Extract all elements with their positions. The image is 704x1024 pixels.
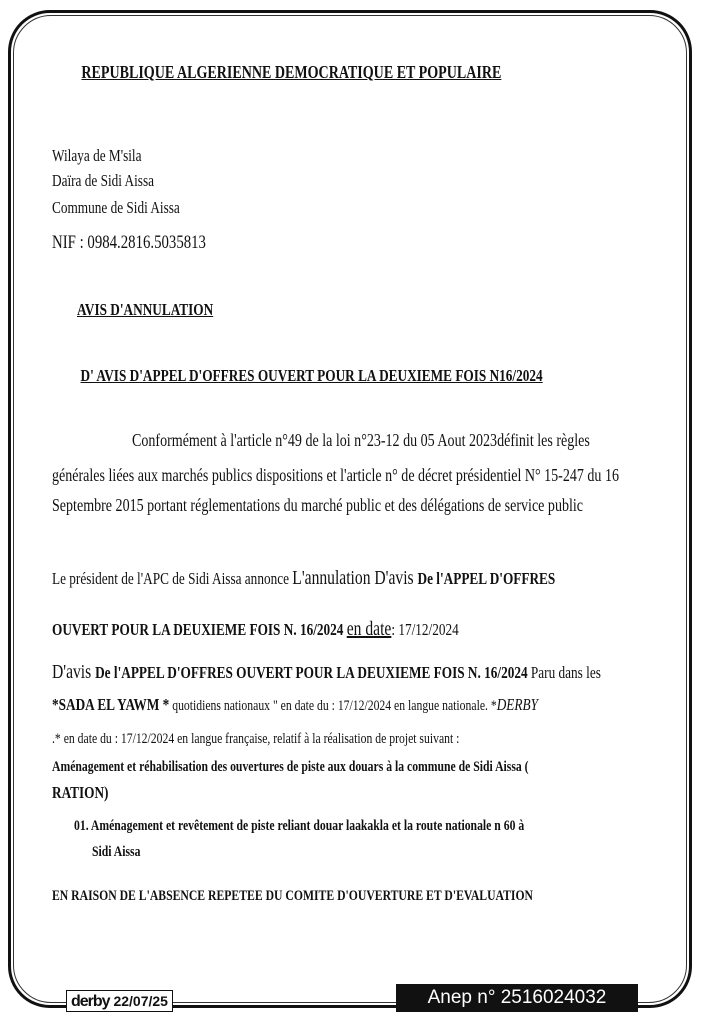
announce-a: Le président de l'APC de Sidi Aissa annonce [52,569,293,588]
open-line-c: : 17/12/2024 [391,620,459,639]
commune: Commune de Sidi Aissa [52,198,180,217]
announce-c: De l'APPEL D'OFFRES [417,569,556,588]
notice-title: AVIS D'ANNULATION [77,300,214,319]
davis-b: De l'APPEL D'OFFRES OUVERT POUR LA DEUXIEME FOIS N. 16/2024 [95,663,528,682]
fr-line: .* en date du : 17/12/2024 en langue française, relatif à la réalisation de projet suivant : [52,731,460,747]
sada-c: DERBY [496,695,538,714]
para1-line3: Septembre 2015 portant réglementations du marché public et des délégations de service public [52,495,584,515]
reason: EN RAISON DE L'ABSENCE REPETEE DU COMITE D'OUVERTURE ET D'EVALUATION [52,888,534,904]
sada-line [52,695,538,716]
para1-line1: Conformément à l'article n°49 de la loi n°23-12 du 05 Aout 2023définit les règles [132,430,590,450]
stamp-date: 22/07/25 [113,993,168,1009]
item1b: Sidi Aissa [92,844,141,860]
item1: 01. Aménagement et revêtement de piste reliant douar laakakla et la route nationale n 60 à [74,818,525,834]
davis-line [52,662,601,683]
sada-b: quotidiens nationaux " en date du : 17/12/2024 en langue nationale. * [169,698,497,714]
davis-a: D'avis [52,661,96,683]
wilaya: Wilaya de M'sila [52,146,142,165]
notice-subtitle: D' AVIS D'APPEL D'OFFRES OUVERT POUR LA DEUXIEME FOIS N16/2024 [80,366,543,385]
davis-c: Paru dans les [527,663,601,682]
sada-a: *SADA EL YAWM * [52,695,170,714]
derby-logo: derby [71,993,110,1010]
para1-line2: générales liées aux marchés publics dispositions et l'article n° de décret présidentiel N° 15-247 du 16 [52,465,620,485]
open-line [52,619,459,640]
project-line: Aménagement et réhabilisation des ouvertures de piste aux douars à la commune de Sidi Aissa ( [52,759,529,775]
announce-b: L'annulation D'avis [292,567,418,589]
open-line-b: en date [346,618,392,640]
anep-number: Anep n° 2516024032 [396,984,638,1012]
derby-stamp [66,990,173,1012]
header-title: REPUBLIQUE ALGERIENNE DEMOCRATIQUE ET POPULAIRE [81,62,502,82]
nif: NIF : 0984.2816.5035813 [52,232,206,253]
daira: Daïra de Sidi Aissa [52,171,155,190]
announce-line [52,568,555,589]
open-line-a: OUVERT POUR LA DEUXIEME FOIS N. 16/2024 [52,620,347,639]
project-line2: RATION) [52,783,109,802]
